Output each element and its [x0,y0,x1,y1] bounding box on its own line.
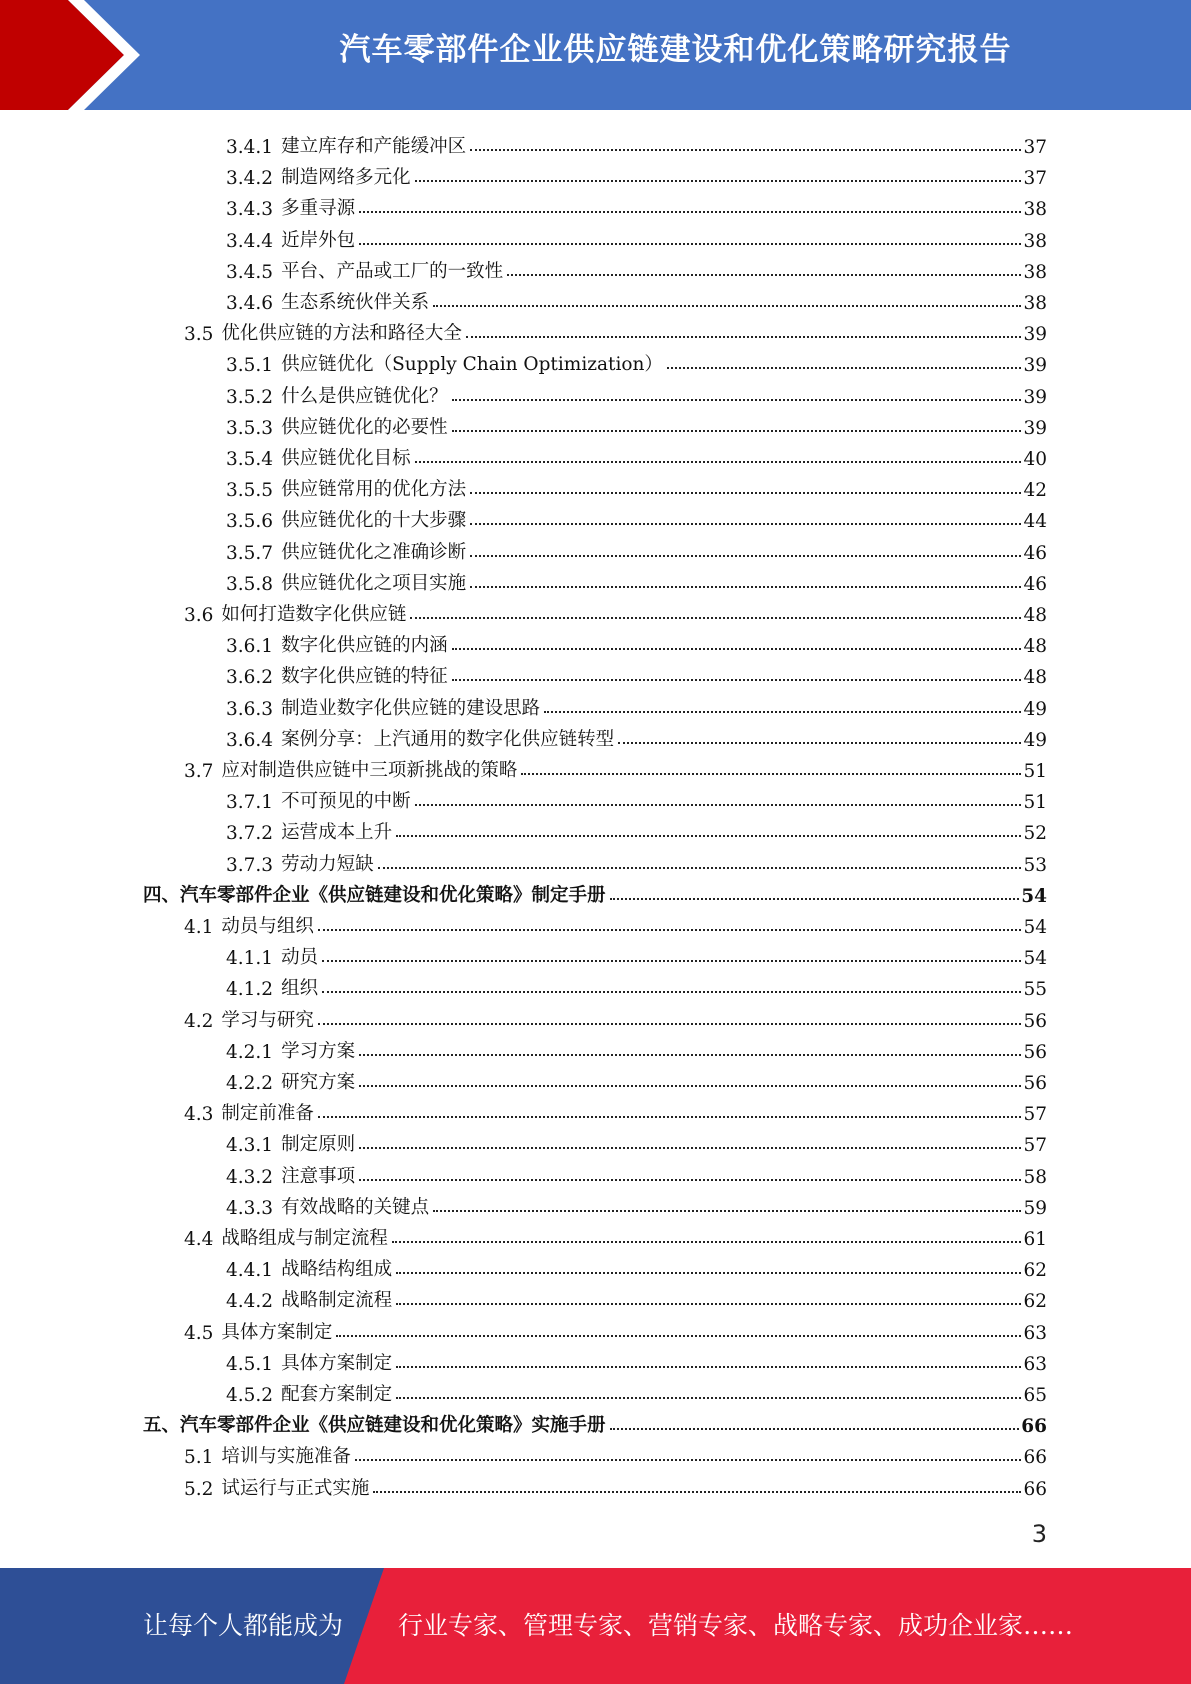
toc-dot-leader [470,523,1021,525]
toc-entry[interactable] [184,314,1047,345]
toc-dot-leader [521,773,1021,775]
toc-entry[interactable] [226,782,1047,813]
toc-entry[interactable] [226,189,1047,220]
toc-entry-page: 52 [1023,823,1047,845]
toc-entry-page: 59 [1023,1197,1047,1219]
toc-entry[interactable] [226,283,1047,314]
toc-entry-title: 学习与研究 [221,1009,314,1031]
toc-entry[interactable] [184,751,1047,782]
toc-entry-number: 3.7.3 [226,854,274,876]
toc-entry-number: 4.3 [184,1104,214,1126]
toc-dot-leader [392,1241,1022,1243]
toc-entry-number: 4.2 [184,1010,214,1032]
toc-entry-page: 66 [1021,1416,1047,1438]
toc-entry-number: 4.2.1 [226,1041,274,1063]
toc-entry-title: 运营成本上升 [281,822,393,844]
toc-entry-title: 优化供应链的方法和路径大全 [221,323,462,345]
toc-entry[interactable] [226,657,1047,688]
toc-entry-number: 4.5 [184,1322,214,1344]
toc-entry-page: 66 [1023,1478,1047,1500]
toc-entry-title: 供应链优化（Supply Chain Optimization） [281,354,663,376]
toc-dot-leader [336,1335,1021,1337]
toc-entry-title: 培训与实施准备 [221,1446,351,1468]
toc-dot-leader [452,679,1022,681]
toc-entry-title: 研究方案 [281,1072,356,1093]
toc-entry[interactable] [226,1344,1047,1375]
toc-entry-number: 3.4.2 [226,168,274,190]
toc-entry-number: 4.5.1 [226,1353,274,1375]
toc-entry[interactable] [226,689,1047,720]
toc-entry-title: 试运行与正式实施 [221,1477,370,1499]
toc-entry-title: 配套方案制定 [281,1384,393,1405]
toc-entry-page: 39 [1023,355,1047,377]
toc-entry[interactable] [184,595,1047,626]
toc-entry-number: 3.5.6 [226,511,274,533]
toc-entry-page: 37 [1023,168,1047,190]
toc-entry-title: 制造业数字化供应链的建设思路 [281,697,541,719]
toc-entry-title: 动员与组织 [221,916,314,937]
toc-dot-leader [544,711,1021,713]
toc-entry-page: 61 [1023,1229,1047,1250]
toc-entry-title: 多重寻源 [281,198,356,220]
toc-entry[interactable] [184,1437,1047,1468]
toc-entry-title: 数字化供应链的特征 [281,666,448,688]
toc-entry[interactable] [226,345,1047,376]
toc-entry-title: 具体方案制定 [221,1321,333,1343]
toc-entry-number: 3.6.1 [226,636,274,658]
toc-entry-number: 3.5.1 [226,355,274,377]
toc-entry-title: 数字化供应链的内涵 [281,635,448,657]
toc-entry[interactable] [226,127,1047,158]
toc-dot-leader [433,1210,1021,1212]
toc-entry[interactable] [226,1125,1047,1156]
toc-entry-page: 51 [1023,792,1047,814]
toc-entry-page: 65 [1023,1385,1047,1406]
toc-entry[interactable] [226,1375,1047,1406]
toc-entry[interactable] [184,1313,1047,1344]
toc-entry-number: 3.6.2 [226,667,274,689]
toc-entry-title: 生态系统伙伴关系 [281,292,430,313]
toc-entry-number: 4.4 [184,1229,214,1250]
toc-dot-leader [359,1054,1021,1056]
toc-entry-number: 3.7.1 [226,792,274,814]
toc-entry-page: 66 [1023,1447,1047,1469]
toc-entry[interactable] [226,1281,1047,1312]
toc-entry-page: 46 [1023,573,1047,595]
toc-entry-page: 37 [1023,137,1047,158]
toc-dot-leader [470,586,1021,588]
toc-entry[interactable] [226,813,1047,844]
toc-entry-number: 四、 [143,884,181,906]
toc-entry-title: 组织 [281,978,319,1000]
toc-entry-page: 58 [1023,1166,1047,1188]
toc-entry-number: 4.3.3 [226,1197,274,1219]
toc-entry-title: 如何打造数字化供应链 [221,604,407,625]
toc-entry-page: 48 [1023,636,1047,658]
toc-entry-page: 57 [1023,1135,1047,1157]
toc-dot-leader [415,180,1022,182]
toc-entry-number: 4.4.2 [226,1291,274,1313]
toc-entry[interactable] [226,470,1047,501]
toc-dot-leader [373,1491,1021,1493]
document-title: 汽车零部件企业供应链建设和优化策略研究报告 [339,32,1012,68]
toc-entry-page: 55 [1023,979,1047,1001]
toc-entry-number: 3.5.2 [226,386,274,408]
toc-entry-page: 62 [1023,1260,1047,1282]
toc-entry-page: 42 [1023,480,1047,502]
toc-entry-page: 48 [1023,605,1047,626]
toc-entry-title: 战略制定流程 [281,1290,393,1312]
toc-dot-leader [410,617,1021,619]
footer-slogan-right: 行业专家、管理专家、营销专家、战略专家、成功企业家…… [398,1611,1074,1640]
toc-entry-number: 4.4.1 [226,1260,274,1282]
toc-entry-page: 63 [1023,1322,1047,1344]
toc-entry-title: 供应链优化的十大步骤 [281,510,467,532]
toc-entry-page: 57 [1023,1104,1047,1126]
toc-entry-title: 有效战略的关键点 [281,1196,430,1218]
toc-dot-leader [610,1428,1020,1430]
toc-entry[interactable] [226,1157,1047,1188]
toc-entry-page: 46 [1023,542,1047,564]
toc-entry-page: 62 [1023,1291,1047,1313]
toc-dot-leader [359,211,1021,213]
toc-entry-number: 5.2 [184,1478,214,1500]
toc-entry-title: 学习方案 [281,1040,356,1062]
toc-dot-leader [470,149,1021,151]
toc-dot-leader [470,555,1021,557]
toc-entry-number: 4.3.1 [226,1135,274,1157]
toc-entry[interactable] [226,533,1047,564]
toc-entry[interactable] [184,1469,1047,1500]
toc-dot-leader [433,305,1021,307]
toc-dot-leader [318,1116,1022,1118]
toc-dot-leader [618,742,1021,744]
toc-dot-leader [452,430,1022,432]
toc-entry-title: 劳动力短缺 [281,853,374,875]
toc-dot-leader [507,274,1021,276]
toc-entry[interactable] [226,969,1047,1000]
toc-entry-title: 供应链常用的优化方法 [281,479,467,501]
toc-entry[interactable] [226,377,1047,408]
toc-dot-leader [466,336,1022,338]
toc-entry-number: 4.1 [184,917,214,938]
toc-entry-number: 3.6.4 [226,729,274,751]
toc-entry-title: 汽车零部件企业《供应链建设和优化策略》实施手册 [180,1415,606,1437]
toc-entry-page: 38 [1023,261,1047,283]
toc-entry-title: 平台、产品或工厂的一致性 [281,260,504,282]
toc-entry[interactable] [143,876,1047,907]
toc-entry-number: 4.1.1 [226,948,274,970]
toc-entry-page: 38 [1023,293,1047,314]
toc-entry-page: 54 [1023,917,1047,938]
toc-entry-page: 54 [1023,948,1047,970]
toc-entry-title: 案例分享：上汽通用的数字化供应链转型 [281,728,615,750]
toc-dot-leader [396,1303,1021,1305]
toc-entry[interactable] [184,907,1047,938]
toc-entry-page: 53 [1023,854,1047,876]
toc-dot-leader [396,1272,1021,1274]
toc-entry-number: 3.5.8 [226,573,274,595]
toc-dot-leader [452,399,1022,401]
toc-entry[interactable] [226,439,1047,470]
toc-entry[interactable] [226,845,1047,876]
toc-entry-page: 39 [1023,324,1047,346]
toc-entry[interactable] [226,158,1047,189]
toc-entry[interactable] [226,252,1047,283]
toc-entry-number: 4.1.2 [226,979,274,1001]
toc-entry-title: 供应链优化目标 [281,448,411,469]
toc-entry-number: 3.6.3 [226,698,274,720]
toc-dot-leader [667,367,1022,369]
toc-entry-title: 不可预见的中断 [281,791,411,813]
toc-entry-number: 4.2.2 [226,1073,274,1094]
toc-entry-page: 38 [1023,230,1047,252]
toc-entry-number: 3.7.2 [226,823,274,845]
toc-entry-page: 40 [1023,449,1047,470]
toc-dot-leader [396,1397,1021,1399]
toc-entry[interactable] [184,1219,1047,1250]
page-footer [0,1568,1191,1684]
toc-entry-number: 3.5.3 [226,417,274,439]
toc-entry-number: 3.7 [184,761,214,782]
toc-entry-number: 3.5 [184,324,214,346]
toc-dot-leader [415,461,1022,463]
footer-slogan-left: 让每个人都能成为 [143,1611,344,1640]
toc-entry-title: 战略组成与制定流程 [221,1228,388,1249]
toc-dot-leader [396,1366,1021,1368]
toc-entry[interactable] [226,1063,1047,1094]
toc-entry[interactable] [184,1094,1047,1125]
toc-dot-leader [322,960,1021,962]
toc-entry-title: 近岸外包 [281,229,356,251]
toc-entry-number: 3.4.5 [226,261,274,283]
toc-entry-title: 供应链优化的必要性 [281,416,448,438]
toc-entry[interactable] [226,626,1047,657]
toc-entry-title: 具体方案制定 [281,1352,393,1374]
toc-dot-leader [359,1085,1021,1087]
toc-entry[interactable] [143,1406,1047,1437]
toc-dot-leader [415,804,1022,806]
toc-entry[interactable] [226,1250,1047,1281]
toc-dot-leader [355,1459,1022,1461]
toc-entry-number: 五、 [143,1415,181,1437]
toc-dot-leader [610,898,1020,900]
toc-entry[interactable] [226,221,1047,252]
toc-entry-page: 56 [1023,1041,1047,1063]
page-number: 3 [1031,1520,1047,1548]
toc-dot-leader [396,835,1021,837]
toc-entry-page: 54 [1021,885,1047,907]
toc-entry-number: 3.5.4 [226,449,274,470]
toc-entry[interactable] [226,1032,1047,1063]
toc-dot-leader [359,243,1021,245]
toc-dot-leader [359,1147,1021,1149]
toc-entry-title: 动员 [281,947,319,969]
toc-entry-number: 5.1 [184,1447,214,1469]
toc-entry-page: 49 [1023,698,1047,720]
toc-entry[interactable] [226,1188,1047,1219]
toc-entry-title: 供应链优化之准确诊断 [281,541,467,563]
toc-entry-number: 3.4.4 [226,230,274,252]
toc-dot-leader [318,929,1022,931]
toc-entry[interactable] [226,501,1047,532]
toc-entry-title: 供应链优化之项目实施 [281,572,467,594]
toc-dot-leader [470,492,1021,494]
toc-dot-leader [378,867,1022,869]
toc-entry-title: 建立库存和产能缓冲区 [281,136,467,157]
toc-entry[interactable] [226,720,1047,751]
toc-entry-page: 56 [1023,1010,1047,1032]
toc-entry-page: 39 [1023,386,1047,408]
toc-entry[interactable] [184,1001,1047,1032]
toc-entry-page: 48 [1023,667,1047,689]
toc-entry-title: 战略结构组成 [281,1259,393,1281]
toc-entry-number: 3.5.7 [226,542,274,564]
toc-entry-number: 3.4.6 [226,293,274,314]
toc-entry-title: 制定原则 [281,1134,356,1156]
toc-entry-title: 制定前准备 [221,1103,314,1125]
toc-entry-number: 4.5.2 [226,1385,274,1406]
toc-entry-page: 44 [1023,511,1047,533]
toc-entry-title: 注意事项 [281,1165,356,1187]
toc-dot-leader [322,991,1021,993]
toc-entry-title: 什么是供应链优化？ [281,385,448,407]
toc-entry-number: 3.4.1 [226,137,274,158]
toc-entry-page: 51 [1023,761,1047,782]
toc-entry-title: 制造网络多元化 [281,167,411,189]
toc-entry-title: 应对制造供应链中三项新挑战的策略 [221,760,518,781]
toc-entry-number: 4.3.2 [226,1166,274,1188]
toc-entry-number: 3.5.5 [226,480,274,502]
toc-entry-title: 汽车零部件企业《供应链建设和优化策略》制定手册 [180,884,606,906]
toc-entry-page: 49 [1023,729,1047,751]
toc-entry-page: 39 [1023,417,1047,439]
toc-entry-number: 3.6 [184,605,214,626]
toc-dot-leader [452,648,1022,650]
toc-entry[interactable] [226,408,1047,439]
toc-entry-page: 38 [1023,199,1047,221]
toc-dot-leader [318,1023,1022,1025]
toc-entry-page: 56 [1023,1073,1047,1094]
page-header [0,0,1191,110]
toc-entry[interactable] [226,938,1047,969]
toc-dot-leader [359,1179,1021,1181]
toc-entry-number: 3.4.3 [226,199,274,221]
header-chevron-decoration [0,0,200,110]
toc-entry[interactable] [226,564,1047,595]
toc-entry-page: 63 [1023,1353,1047,1375]
